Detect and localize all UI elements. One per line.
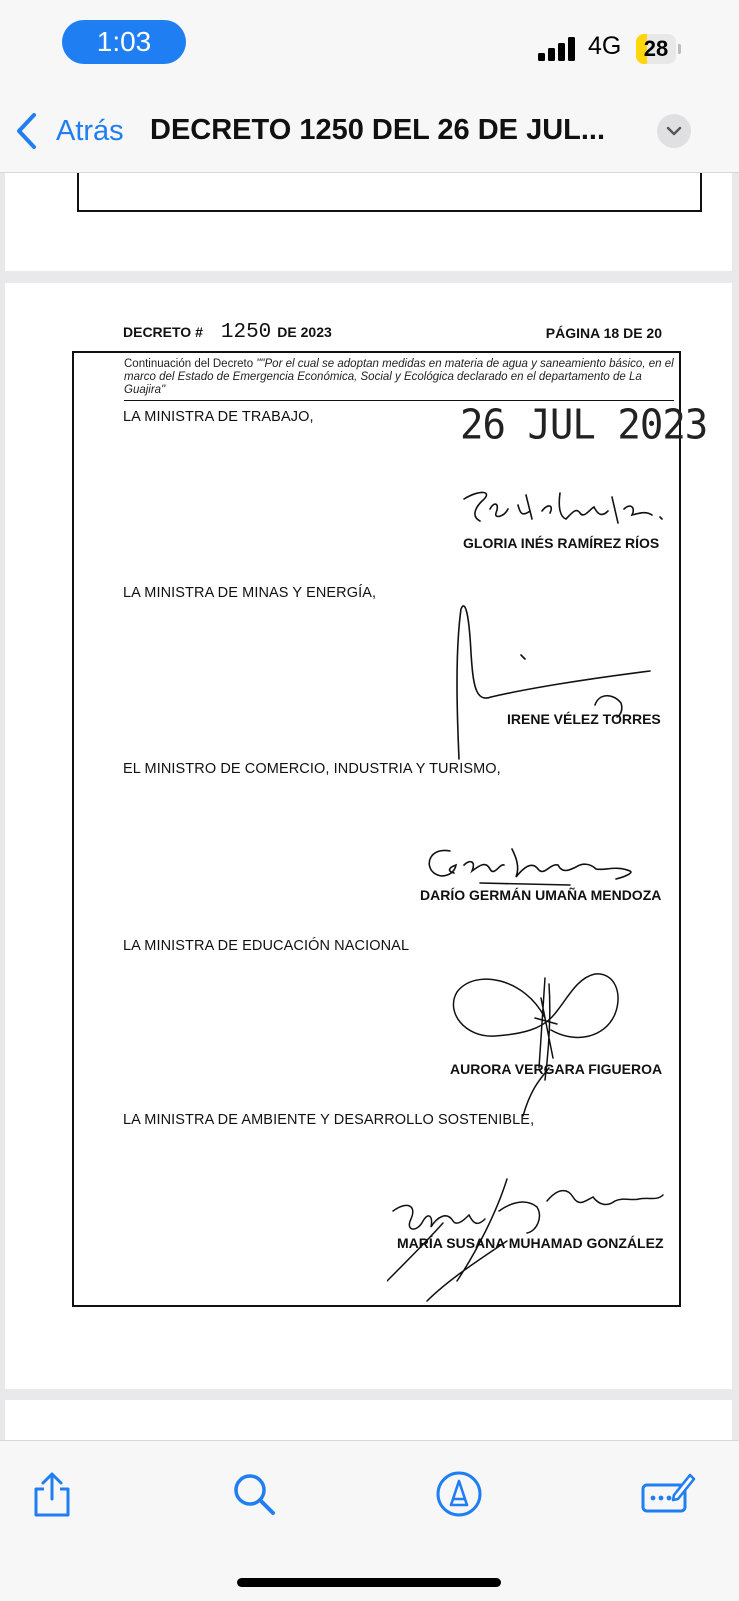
signatory-name: AURORA VERGARA FIGUEROA — [450, 1061, 663, 1077]
battery-icon — [636, 34, 676, 64]
share-icon[interactable] — [27, 1469, 77, 1519]
page-number-label: PÁGINA 18 DE 20 — [545, 325, 662, 341]
previous-page[interactable] — [5, 173, 732, 271]
signatory-role: LA MINISTRA DE TRABAJO, — [123, 409, 314, 425]
signatory-role: LA MINISTRA DE EDUCACIÓN NACIONAL — [123, 938, 410, 954]
signatory-name: GLORIA INÉS RAMÍREZ RÍOS — [463, 535, 660, 551]
signatory-role: LA MINISTRA DE AMBIENTE Y DESARROLLO SOSTENIBLE, — [123, 1112, 535, 1128]
decree-prefix: DECRETO # — [123, 324, 203, 340]
signature-image — [460, 483, 670, 531]
previous-page-frame — [77, 173, 702, 212]
chevron-left-icon — [14, 111, 40, 151]
document-page[interactable] — [5, 283, 732, 1389]
battery-percent: 28 — [643, 36, 669, 61]
network-type: 4G — [588, 32, 622, 60]
decree-number: 1250 — [220, 321, 272, 344]
continuation-quote: ""Por el cual se adoptan medidas en materia de agua y saneamiento básico, en el marco del Estado de Emergencia Económica, Social y Ecológica declarado en el departamento de La Guajira" — [124, 358, 674, 396]
bottom-toolbar — [0, 1440, 739, 1601]
status-bar — [0, 0, 739, 92]
back-label: Atrás — [56, 114, 124, 147]
decree-year: DE 2023 — [277, 324, 332, 340]
chevron-down-icon — [665, 125, 683, 137]
signatory-name: MARÍA SUSANA MUHAMAD GONZÁLEZ — [397, 1235, 664, 1251]
search-icon[interactable] — [229, 1469, 279, 1519]
signature-image — [445, 958, 625, 1118]
date-stamp: 26 JUL 2023 — [460, 401, 708, 450]
continuation-prefix: Continuación del Decreto — [124, 358, 257, 370]
status-time[interactable]: 1:03 — [62, 20, 186, 64]
cellular-signal-icon — [538, 37, 580, 61]
signatory-role: EL MINISTRO DE COMERCIO, INDUSTRIA Y TURISMO, — [123, 761, 501, 777]
document-title[interactable]: DECRETO 1250 DEL 26 DE JUL... — [150, 114, 606, 146]
home-indicator[interactable] — [237, 1578, 501, 1587]
decree-header — [123, 321, 332, 344]
signature-image — [445, 593, 665, 763]
signatory-name: IRENE VÉLEZ TORRES — [507, 711, 661, 727]
signatory-role: LA MINISTRA DE MINAS Y ENERGÍA, — [123, 585, 377, 601]
battery-tip — [678, 44, 681, 54]
title-menu-button[interactable] — [657, 114, 691, 148]
continuation-note — [124, 358, 674, 401]
keyboard-edit-icon[interactable] — [640, 1469, 696, 1519]
signatory-name: DARÍO GERMÁN UMAÑA MENDOZA — [420, 887, 662, 903]
navigation-bar — [0, 92, 739, 173]
back-button[interactable] — [14, 108, 124, 154]
next-page[interactable] — [5, 1400, 732, 1440]
markup-icon[interactable] — [434, 1469, 484, 1519]
